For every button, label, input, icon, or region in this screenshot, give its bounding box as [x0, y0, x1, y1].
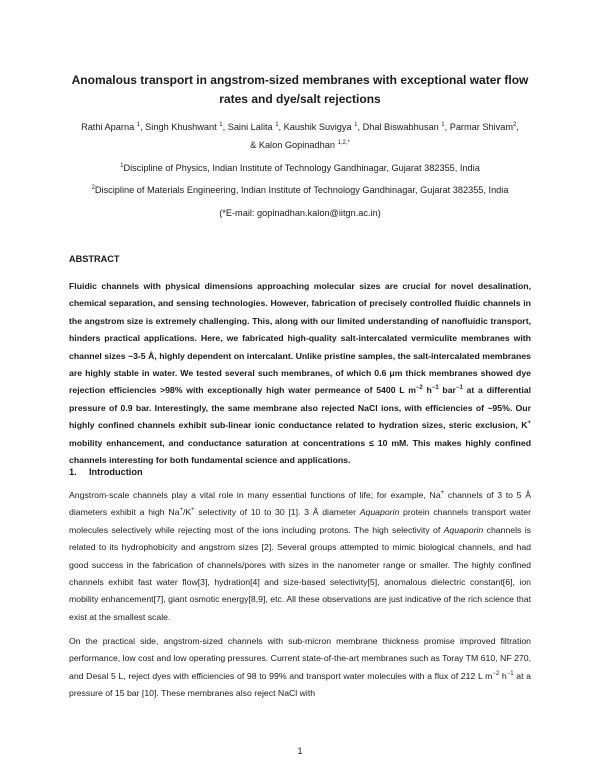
abstract-heading: ABSTRACT	[69, 254, 120, 264]
paper-title: Anomalous transport in angstrom-sized membranes with exceptional water flow rates and dye/salt rejections	[71, 73, 529, 106]
page-number: 1	[297, 746, 303, 756]
affiliation-2: $^2$Discipline of Materials Engineering, Indian Institute of Technology Gandhinagar, Gujarat 382355, India	[91, 184, 509, 195]
intro-paragraph-1: Angstrom-scale channels play a vital role in many essential functions of life; for example, Na+ channels of 3 to 5 Å diameters exhibit a high Na+/K+ selectivity of 10 to 30 [1]. 3 Å diameter Aquaporin protein channels transport water molecules selectively while rejecting most of the ions including protons. The high selectivity of Aquaporin channels is related to its hydrophobicity and angstrom sizes [2]. Several groups attempted to mimic biological channels, and had good success in the fabrication of channels/pores with sizes in the nanometer range or smaller. The highly confined channels exhibit fast water flow[3], hydration[4] and size-based selectivity[5], anomalous dielectric constant[6], ion mobility enhancement[7], giant osmotic energy[8,9], etc. All these observations are just indicative of the rich science that exist at the smallest scale.	[69, 490, 531, 622]
section-heading-introduction	[69, 467, 143, 477]
corresponding-email: (*E-mail: gopinadhan.kalon@iitgn.ac.in)	[219, 208, 381, 218]
intro-paragraph-2: On the practical side, angstrom-sized channels with sub-micron membrane thickness promise improved filtration performance, low cost and low operating pressures. Current state-of-the-art membranes such as Toray TM 610, NF 270, and Desal 5 L, reject dyes with efficiencies of 98 to 99% and transport water molecules with a flux of 212 L $m^{-2}$ $h^{-1}$ at a pressure of 15 bar [10]. These membranes also reject NaCl with	[69, 636, 531, 699]
abstract-body: Fluidic channels with physical dimensions approaching molecular sizes are crucial for novel desalination, chemical separation, and sensing technologies. However, fabrication of precisely controlled fluidic channels in the angstrom size is extremely challenging. This, along with our limited understanding of nanofluidic transport, hinders practical applications. Here, we fabricated high-quality salt-intercalated vermiculite membranes with channel sizes ~3-5 Å, highly dependent on intercalant. Unlike pristine samples, the salt-intercalated membranes are highly stable in water. We tested several such membranes, of which 0.6 μm thick membranes showed dye rejection efficiencies >98% with exceptionally high water permeance of 5400 L $m^{-2}$ $h^{-1}$ bar$^{-1}$ at a differential pressure of 0.9 bar. Interestingly, the same membrane also rejected NaCl ions, with efficiencies of ~95%. Our highly confined channels exhibit sub-linear ionic conductance related to hydration sizes, steric exclusion, K+ mobility enhancement, and conductance saturation at concentrations ≤ 10 mM. This makes highly confined channels interesting for both fundamental science and applications.	[69, 281, 531, 466]
section-title: Introduction	[89, 467, 143, 477]
section-number: 1.	[69, 467, 77, 477]
affiliation-1: $^1$Discipline of Physics, Indian Institute of Technology Gandhinagar, Gujarat 382355, India	[120, 162, 480, 173]
author-list: Rathi Aparna $^1$, Singh Khushwant $^1$, Saini Lalita $^1$, Kaushik Suvigya $^1$, Dhal Biswabhusan $^1$, Parmar Shivam$^2$, & Kalon Gopinadhan $^{1,2,*}$	[81, 121, 519, 150]
